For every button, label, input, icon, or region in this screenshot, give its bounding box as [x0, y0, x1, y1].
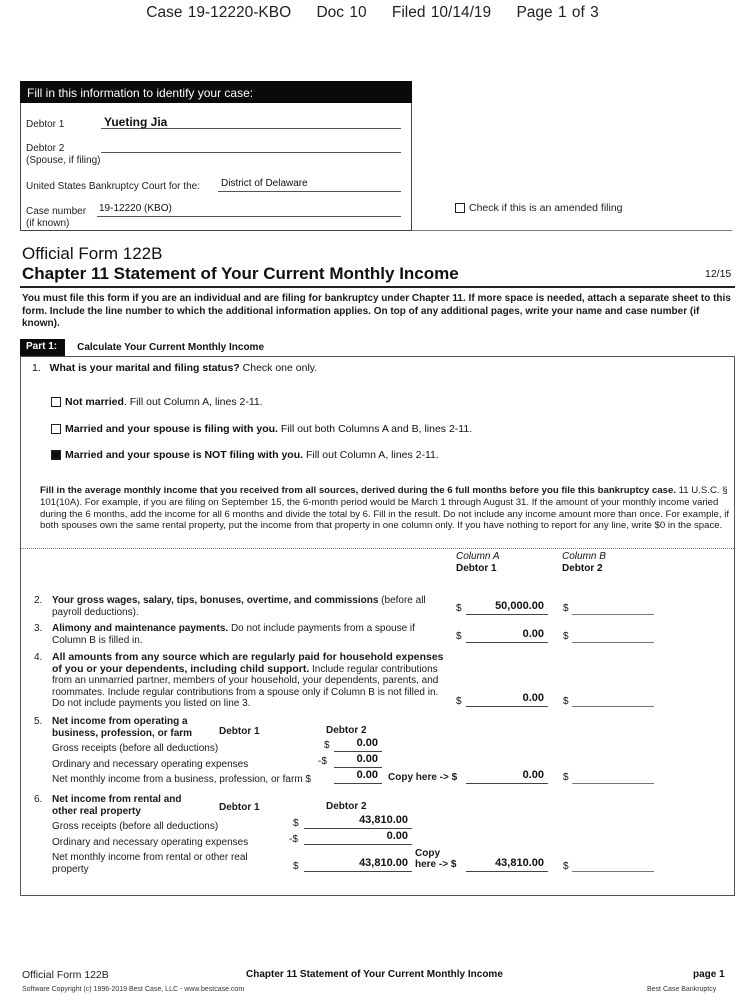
line-2-title: Your gross wages, salary, tips, bonuses, overtime, and commissions — [52, 595, 379, 606]
line-5-copy-label: Copy here -> $ — [388, 772, 458, 783]
line-5-title-2: business, profession, or farm — [52, 727, 193, 739]
amended-checkbox[interactable] — [455, 203, 465, 213]
line-2-desc: (before all payroll deductions). — [52, 595, 426, 618]
question-1 — [32, 362, 317, 374]
identify-case-box — [20, 81, 412, 231]
footer-page-number: page 1 — [693, 969, 725, 980]
line-2 — [34, 595, 452, 618]
line-6-gross-field[interactable]: 43,810.00 — [304, 814, 412, 829]
line-4-title: All amounts from any source which are regularly paid for household expenses of you or your dependents, including child support. — [52, 651, 444, 675]
case-number-sublabel: (if known) — [26, 218, 70, 229]
copy-label-2: here -> $ — [415, 859, 457, 870]
line-2-column-b[interactable] — [572, 600, 654, 615]
line-5-gross-label: Gross receipts (before all deductions) — [52, 743, 219, 754]
page-title: Chapter 11 Statement of Your Current Monthly Income — [22, 264, 459, 283]
line-5-column-a[interactable]: 0.00 — [466, 769, 548, 784]
married-joint-checkbox[interactable] — [51, 424, 61, 434]
dollar-sign: $ — [456, 631, 462, 642]
court-label: United States Bankruptcy Court for the: — [26, 181, 200, 192]
line-5-title-1: Net income from operating a — [52, 716, 188, 727]
case-header — [0, 4, 745, 22]
line-3 — [34, 623, 452, 646]
line-5-column-b[interactable] — [572, 769, 654, 784]
instructions-rest: 11 U.S.C. § 101(10A). For example, if you are filing on September 15, the 6-month period would be March 1 through August 31. If the amount of your monthly income varied during the 6 months, add the income for all 6 months and divide the total by 6. Fill in the result. Do not include any income amount more than once. For example, if both spouses own the same rental property, put the income from that property in one column only. If you have nothing to report for any line, write $0 in the space. — [40, 485, 729, 532]
part1-label: Part 1: — [20, 339, 65, 356]
debtor2-field[interactable] — [101, 139, 401, 153]
amended-filing-option[interactable] — [455, 202, 623, 214]
status-option-married-joint[interactable] — [51, 423, 472, 435]
divider — [21, 548, 734, 549]
dollar-sign: $ — [456, 603, 462, 614]
footer-title: Chapter 11 Statement of Your Current Monthly Income — [246, 969, 503, 980]
line-3-desc: Do not include payments from a spouse if Column B is filled in. — [52, 623, 415, 646]
line-3-title: Alimony and maintenance payments. — [52, 623, 229, 634]
instructions-bold: Fill in the average monthly income that you received from all sources, derived during the 6 full months before you file this bankruptcy case. — [40, 485, 677, 496]
dollar-sign: $ — [563, 603, 569, 614]
column-b-header — [562, 551, 606, 575]
line-6-column-b[interactable] — [572, 857, 654, 872]
page-indicator: Page 1 of 3 — [516, 4, 599, 21]
column-a-header — [456, 551, 500, 575]
line-4-desc: Include regular contributions from an unmarried partner, members of your household, your dependents, parents, and roommates. Include regular contributions from a spouse only if Column B is not filled in. Do not include payments you listed on line 3. — [52, 663, 439, 709]
line-number: 6. — [34, 794, 43, 805]
option-bold: Not married — [65, 396, 124, 408]
case-number-field[interactable]: 19-12220 (KBO) — [97, 203, 401, 217]
line-4 — [34, 651, 444, 710]
q1-hint: Check one only. — [242, 362, 318, 374]
dollar-sign: $ — [563, 772, 569, 783]
option-bold: Married and your spouse is NOT filing with you. — [65, 449, 304, 461]
line-3-column-b[interactable] — [572, 628, 654, 643]
line-6-expenses-label: Ordinary and necessary operating expenses — [52, 837, 249, 848]
line-6-net-field[interactable]: 43,810.00 — [304, 857, 412, 872]
option-bold: Married and your spouse is filing with you. — [65, 423, 278, 435]
case-number-header: Case 19-12220-KBO — [146, 4, 292, 21]
line-5-title — [34, 716, 193, 739]
line-4-column-a[interactable]: 0.00 — [466, 692, 548, 707]
column-a-sub: Debtor 1 — [456, 563, 497, 574]
not-married-checkbox[interactable] — [51, 397, 61, 407]
option-rest: Fill out both Columns A and B, lines 2-11. — [277, 423, 473, 435]
line-5-expenses-label: Ordinary and necessary operating expenses — [52, 759, 249, 770]
debtor1-label: Debtor 1 — [26, 119, 65, 130]
line-number: 3. — [34, 623, 43, 634]
debtor2-sublabel: (Spouse, if filing) — [26, 155, 101, 166]
amended-label: Check if this is an amended filing — [469, 202, 623, 214]
line-5-gross-field[interactable]: 0.00 — [334, 737, 382, 752]
column-b-sub: Debtor 2 — [562, 563, 603, 574]
debtor1-field[interactable]: Yueting Jia — [101, 115, 401, 129]
minus-dollar-sign: -$ — [289, 834, 298, 845]
line-6-copy-label — [415, 848, 456, 870]
footer-brand: Best Case Bankruptcy — [647, 986, 717, 993]
line-2-column-a[interactable]: 50,000.00 — [466, 600, 548, 615]
line-6-debtor2-label: Debtor 2 — [326, 801, 367, 812]
status-option-not-married[interactable] — [51, 396, 263, 408]
line-6-net-label: Net monthly income from rental or other real property — [52, 852, 248, 875]
form-number: Official Form 122B — [22, 244, 163, 263]
option-rest: . Fill out Column A, lines 2-11. — [123, 396, 263, 408]
case-number-label: Case number — [26, 206, 87, 217]
option-rest: Fill out Column A, lines 2-11. — [303, 449, 439, 461]
title-divider — [20, 286, 735, 288]
line-5-debtor2-label: Debtor 2 — [326, 725, 367, 736]
part1-title: Calculate Your Current Monthly Income — [77, 342, 265, 353]
line-5-net-field[interactable]: 0.00 — [334, 769, 382, 784]
court-field[interactable]: District of Delaware — [218, 178, 401, 192]
line-number: 4. — [34, 652, 43, 663]
line-3-column-a[interactable]: 0.00 — [466, 628, 548, 643]
identify-box-title: Fill in this information to identify your case: — [20, 81, 412, 103]
divider — [412, 230, 732, 231]
form-intro: You must file this form if you are an individual and are filing for bankruptcy under Chapter 11. If more space is needed, attach a separate sheet to this form. Include the line number to which the additional information applies. On top of any additional pages, write your name and case number (if known). — [22, 293, 731, 329]
footer-copyright: Software Copyright (c) 1996-2019 Best Case, LLC - www.bestcase.com — [22, 986, 245, 993]
dollar-sign: $ — [293, 818, 299, 829]
line-6-title-1: Net income from rental and — [52, 794, 182, 805]
q1-question: What is your marital and filing status? — [49, 362, 240, 374]
minus-dollar-sign: -$ — [318, 756, 327, 767]
column-b-label: Column B — [562, 551, 606, 562]
dollar-sign: $ — [324, 740, 330, 751]
column-a-label: Column A — [456, 551, 500, 562]
line-5-net-label: Net monthly income from a business, profession, or farm $ — [52, 774, 311, 785]
line-6-column-a[interactable]: 43,810.00 — [466, 857, 548, 872]
dollar-sign: $ — [563, 631, 569, 642]
married-separate-checkbox[interactable] — [51, 450, 61, 460]
q1-number: 1. — [32, 362, 41, 374]
line-6-expenses-field[interactable]: 0.00 — [304, 830, 412, 845]
dollar-sign: $ — [563, 696, 569, 707]
line-5-debtor1-label: Debtor 1 — [219, 726, 260, 737]
dollar-sign: $ — [563, 861, 569, 872]
debtor2-label: Debtor 2 — [26, 143, 65, 154]
copy-label-1: Copy — [415, 848, 440, 859]
line-6-title — [34, 794, 182, 817]
line-4-column-b[interactable] — [572, 692, 654, 707]
part1-header — [20, 339, 264, 356]
filed-date: Filed 10/14/19 — [391, 4, 492, 21]
line-number: 5. — [34, 716, 43, 727]
doc-number: Doc 10 — [316, 4, 367, 21]
income-instructions — [40, 485, 732, 532]
line-number: 2. — [34, 595, 43, 606]
dollar-sign: $ — [456, 696, 462, 707]
status-option-married-separate[interactable] — [51, 449, 439, 461]
dollar-sign: $ — [293, 861, 299, 872]
line-6-debtor1-label: Debtor 1 — [219, 802, 260, 813]
line-5-expenses-field[interactable]: 0.00 — [334, 753, 382, 768]
form-version: 12/15 — [705, 268, 732, 280]
footer-form-number: Official Form 122B — [22, 969, 109, 981]
line-6-gross-label: Gross receipts (before all deductions) — [52, 821, 219, 832]
line-6-title-2: other real property — [52, 805, 141, 817]
